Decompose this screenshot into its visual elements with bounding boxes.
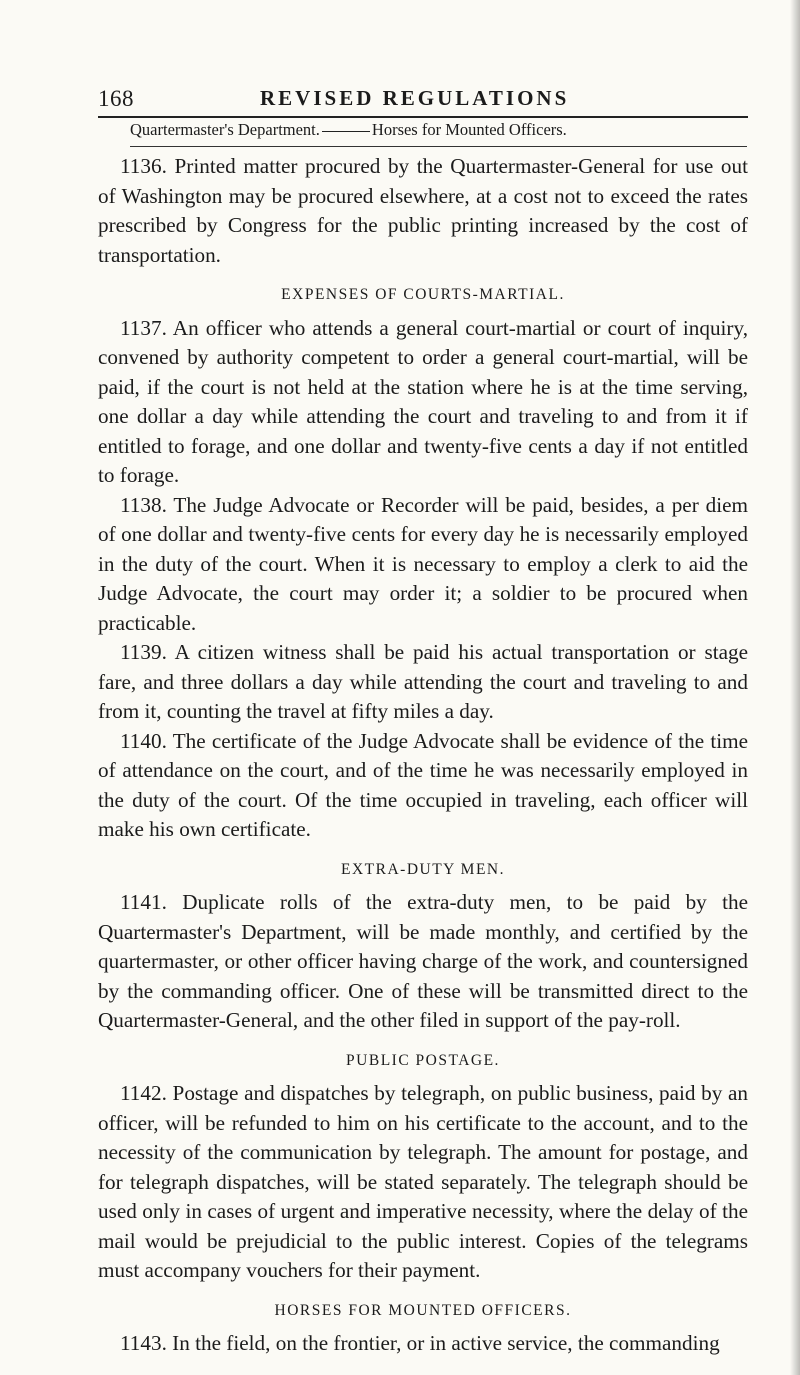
- page-edge-shadow: [790, 0, 800, 1375]
- body-text: [98, 152, 748, 1359]
- subhead-department: Quartermaster's Department.: [130, 120, 320, 139]
- paragraph-1138: 1138. The Judge Advocate or Recorder will be paid, besides, a per diem of one dollar and twenty-five cents for every day he is necessarily employed in the duty of the court. When it is necessary to employ a clerk to aid the Judge Advocate, the court may order it; a soldier to be procured when practicable.: [98, 492, 748, 635]
- paragraph-1143: 1143. In the field, on the frontier, or in active service, the commanding: [120, 1331, 720, 1355]
- header-rule: [98, 116, 748, 118]
- paragraph-1137: 1137. An officer who attends a general court-martial or court of inquiry, convened by authority competent to order a general court-martial, will be paid, if the court is not held at the station where he is at the time serving, one dollar a day while attending the court and traveling to and from it if entitled to forage, and one dollar and twenty-five cents a day if not entitled to forage.: [98, 315, 748, 487]
- paragraph-1141: 1141. Duplicate rolls of the extra-duty men, to be paid by the Quartermaster's Department, will be made monthly, and certified by the quartermaster, or other officer having charge of the work, and countersigned by the commanding officer. One of these will be transmitted direct to the Quartermaster-General, and the other filed in support of the pay-roll.: [98, 890, 748, 1032]
- subhead-rule: [130, 146, 747, 147]
- page-header: [98, 86, 748, 116]
- subhead-topic: Horses for Mounted Officers.: [371, 120, 567, 139]
- paragraph-1139: 1139. A citizen witness shall be paid his actual transportation or stage fare, and three dollars a day while attending the court and traveling to and from it, counting the travel at fifty miles a day.: [98, 640, 748, 723]
- section-subhead: [130, 120, 730, 140]
- heading-extra-duty-men: EXTRA-DUTY MEN.: [341, 860, 505, 878]
- heading-public-postage: PUBLIC POSTAGE.: [346, 1051, 500, 1069]
- heading-courts-martial: EXPENSES OF COURTS-MARTIAL.: [281, 286, 565, 303]
- heading-horses-mounted-officers: HORSES FOR MOUNTED OFFICERS.: [274, 1301, 572, 1319]
- subhead-dash: [322, 131, 370, 132]
- paragraph-1136: 1136. Printed matter procured by the Quartermaster-General for use out of Washington may be procured elsewhere, at a cost not to exceed the rates prescribed by Congress for the public printing increased by the cost of transportation.: [98, 154, 748, 267]
- page-number: 168: [98, 86, 134, 111]
- paragraph-1142: 1142. Postage and dispatches by telegraph, on public business, paid by an officer, will be refunded to him on his certificate to the account, and to the necessity of the communication by telegraph. The amount for postage, and for telegraph dispatches, will be stated separately. The telegraph should be used only in cases of urgent and imperative necessity, where the delay of the mail would be prejudicial to the public interest. Copies of the telegrams must accompany vouchers for their payment.: [98, 1081, 748, 1282]
- paragraph-1140: 1140. The certificate of the Judge Advocate shall be evidence of the time of attendance on the court, and of the time he was necessarily employed in the duty of the court. Of the time occupied in traveling, each officer will make his own certificate.: [98, 728, 748, 841]
- running-title: REVISED REGULATIONS: [260, 86, 570, 110]
